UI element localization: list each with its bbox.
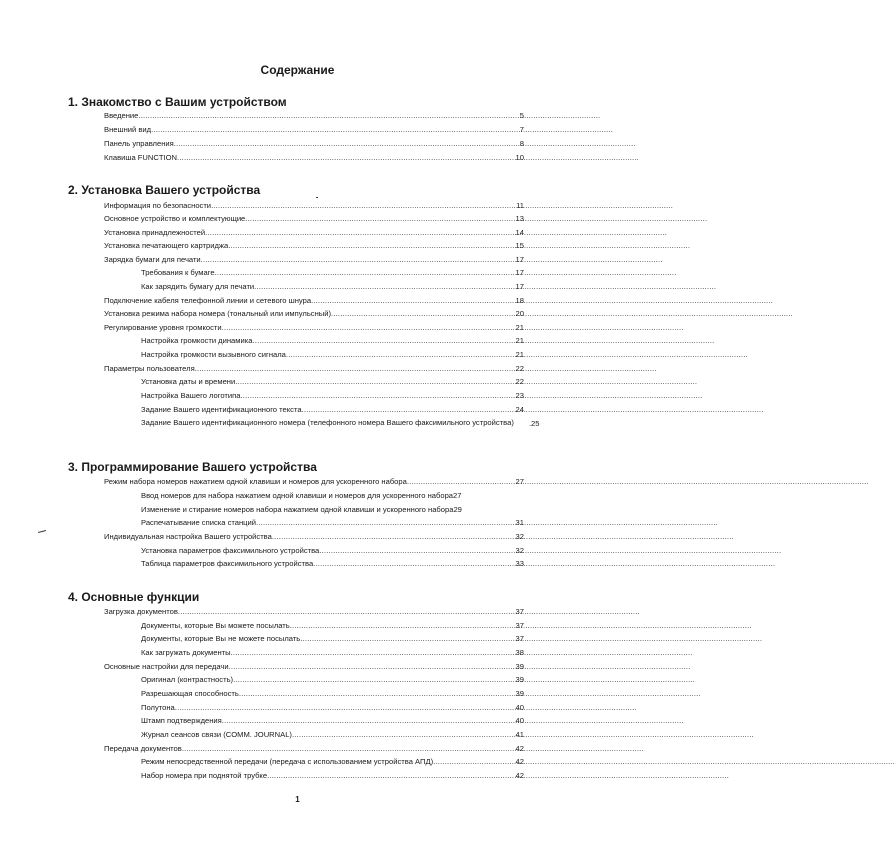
toc-subentry[interactable]: Документы, которые Вы не можете посылать ..... 37 — [141, 634, 524, 643]
toc-subentry[interactable]: Документы, которые Вы можете посылать ..... 37 — [141, 621, 524, 630]
toc-subentry[interactable]: Изменение и стирание номеров набора нажатием одной клавиши и ускоренного набора 29 — [141, 505, 462, 514]
toc-subentry[interactable]: Журнал сеансов связи (COMM. JOURNAL) ..... 41 — [141, 730, 524, 739]
toc-subentry[interactable]: Таблица параметров факсимильного устройства ..... 33 — [141, 559, 524, 568]
toc-entry[interactable]: Подключение кабеля телефонной линии и сетевого шнура ..... 18 — [104, 296, 524, 305]
scan-mark — [38, 530, 46, 533]
toc-subentry[interactable]: Установка даты и времени ..... 22 — [141, 377, 524, 386]
toc-entry[interactable]: Установка режима набора номера (тональный или импульсный) ..... 20 — [104, 309, 524, 318]
toc-subentry[interactable]: Распечатывание списка станций ..... 31 — [141, 518, 524, 527]
toc-subentry[interactable]: Установка параметров факсимильного устройства ..... 32 — [141, 546, 524, 555]
section-heading-4: 4. Основные функции — [68, 590, 200, 604]
toc-entry[interactable]: Индивидуальная настройка Вашего устройства ..... 32 — [104, 532, 524, 541]
toc-subentry[interactable]: Разрешающая способность ..... 39 — [141, 689, 524, 698]
toc-subentry[interactable]: Настройка Вашего логотипа ..... 23 — [141, 391, 524, 400]
toc-subentry[interactable]: Режим непосредственной передачи (передача с использованием устройства АПД) ..... 42 — [141, 757, 524, 766]
toc-entry[interactable]: Основное устройство и комплектующие ..... 13 — [104, 214, 524, 223]
section-heading-1: 1. Знакомство с Вашим устройством — [68, 95, 287, 109]
toc-subentry[interactable]: Настройка громкости вызывного сигнала ..... 21 — [141, 350, 524, 359]
toc-entry[interactable]: Клавиша FUNCTION ..... 10 — [104, 153, 524, 162]
toc-entry[interactable]: Панель управления ..... 8 — [104, 139, 524, 148]
toc-entry[interactable]: Основные настройки для передачи ..... 39 — [104, 662, 524, 671]
toc-entry[interactable]: Зарядка бумаги для печати ..... 17 — [104, 255, 524, 264]
toc-subentry[interactable]: Задание Вашего идентификационного текста ..... 24 — [141, 405, 524, 414]
toc-subentry[interactable]: Как загружать документы ..... 38 — [141, 648, 524, 657]
toc-entry[interactable]: Передача документов ..... 42 — [104, 744, 524, 753]
page-title: Содержание — [260, 63, 335, 77]
toc-subentry[interactable]: Задание Вашего идентификационного номера (телефонного номера Вашего факсимильного устройства) ..... 25 — [141, 418, 532, 428]
toc-entry[interactable]: Внешний вид ..... 7 — [104, 125, 524, 134]
toc-entry[interactable]: Установка принадлежностей ..... 14 — [104, 228, 524, 237]
toc-entry[interactable]: Загрузка документов ..... 37 — [104, 607, 524, 616]
toc-subentry[interactable]: Штамп подтверждения ..... 40 — [141, 716, 524, 725]
toc-subentry[interactable]: Оригинал (контрастность) ..... 39 — [141, 675, 524, 684]
toc-entry[interactable]: Информация по безопасности ..... 11 — [104, 201, 524, 210]
toc-entry[interactable]: Параметры пользователя ..... 22 — [104, 364, 524, 373]
toc-subentry[interactable]: Требования к бумаге ..... 17 — [141, 268, 524, 277]
page-number: 1 — [295, 795, 300, 804]
toc-entry[interactable]: Установка печатающего картриджа ..... 15 — [104, 241, 524, 250]
section-heading-3: 3. Программирование Вашего устройства — [68, 460, 317, 474]
toc-entry[interactable]: Режим набора номеров нажатием одной клавиши и номеров для ускоренного набора ..... 27 — [104, 477, 524, 486]
toc-subentry[interactable]: Набор номера при поднятой трубке ..... 42 — [141, 771, 524, 780]
toc-subentry[interactable]: Как зарядить бумагу для печати ..... 17 — [141, 282, 524, 291]
toc-entry[interactable]: Введение ..... 5 — [104, 111, 524, 120]
scan-mark — [316, 197, 318, 198]
toc-subentry[interactable]: Полутона ..... 40 — [141, 703, 524, 712]
toc-entry[interactable]: Регулирование уровня громкости ..... 21 — [104, 323, 524, 332]
toc-subentry[interactable]: Настройка громкости динамика ..... 21 — [141, 336, 524, 345]
toc-subentry[interactable]: Ввод номеров для набора нажатием одной клавиши и номеров для ускоренного набора 27 — [141, 491, 462, 500]
section-heading-2: 2. Установка Вашего устройства — [68, 183, 261, 197]
